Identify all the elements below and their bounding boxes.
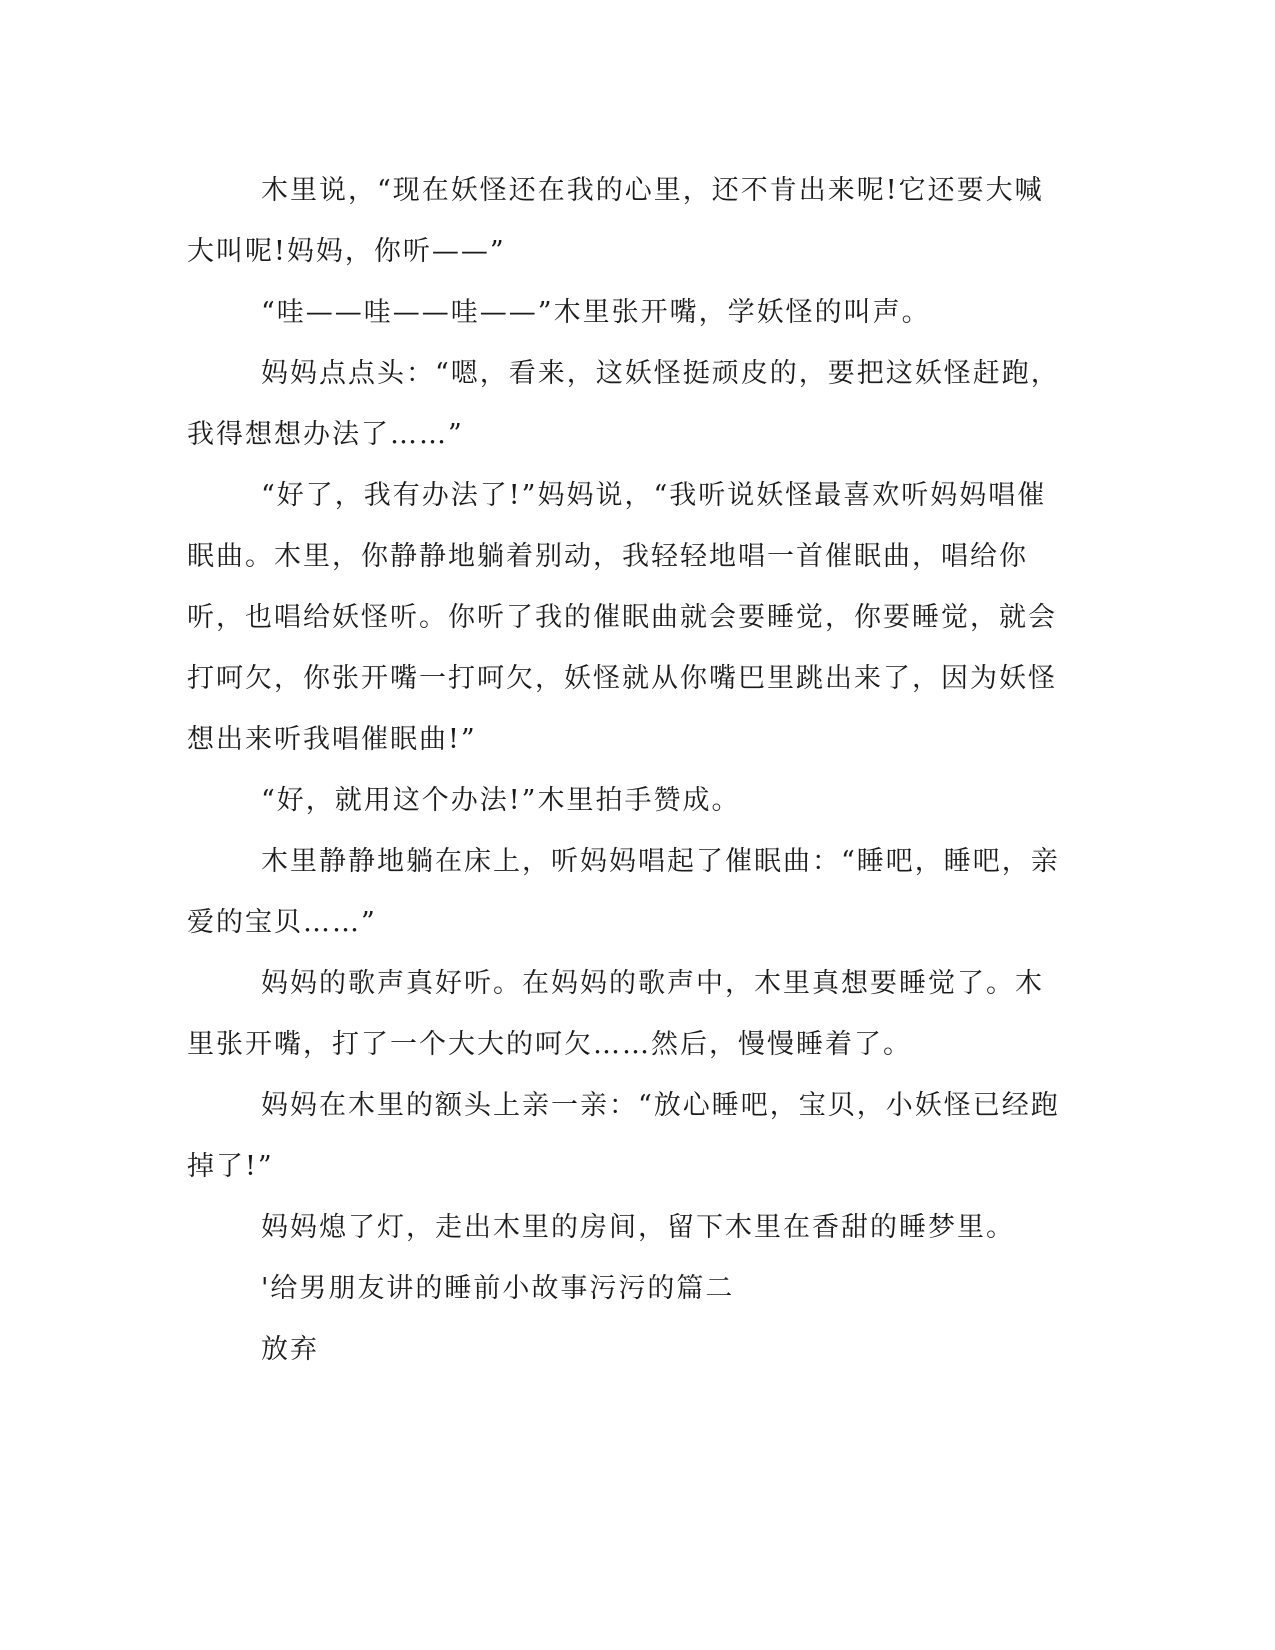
- section-heading: '给男朋友讲的睡前小故事污污的篇二: [261, 1273, 735, 1304]
- paragraph: 妈妈的歌声真好听。在妈妈的歌声中，木里真想要睡觉了。木里张开嘴，打了一个大大的呵欠……然后，慢慢睡着了。: [187, 968, 1044, 1060]
- paragraph: “好，就用这个办法!”木里拍手赞成。: [261, 785, 741, 816]
- paragraph: “好了，我有办法了!”妈妈说，“我听说妖怪最喜欢听妈妈唱催眠曲。木里，你静静地躺着别动，我轻轻地唱一首催眠曲，唱给你听，也唱给妖怪听。你听了我的催眠曲就会要睡觉，你要睡觉，就会打呵欠，你张开嘴一打呵欠，妖怪就从你嘴巴里跳出来了，因为妖怪想出来听我唱催眠曲!”: [187, 480, 1057, 755]
- paragraph: 木里静静地躺在床上，听妈妈唱起了催眠曲：“睡吧，睡吧，亲爱的宝贝……”: [187, 846, 1060, 938]
- story-text: [187, 160, 1067, 1380]
- section-title: 放弃: [261, 1334, 319, 1365]
- paragraph: 妈妈点点头：“嗯，看来，这妖怪挺顽皮的，要把这妖怪赶跑，我得想想办法了……”: [187, 358, 1060, 450]
- paragraph: 妈妈在木里的额头上亲一亲：“放心睡吧，宝贝，小妖怪已经跑掉了!”: [187, 1090, 1060, 1182]
- paragraph: “哇——哇——哇——”木里张开嘴，学妖怪的叫声。: [261, 297, 931, 328]
- paragraph: 木里说，“现在妖怪还在我的心里，还不肯出来呢!它还要大喊大叫呢!妈妈，你听——”: [187, 175, 1044, 267]
- paragraph: 妈妈熄了灯，走出木里的房间，留下木里在香甜的睡梦里。: [261, 1212, 1015, 1243]
